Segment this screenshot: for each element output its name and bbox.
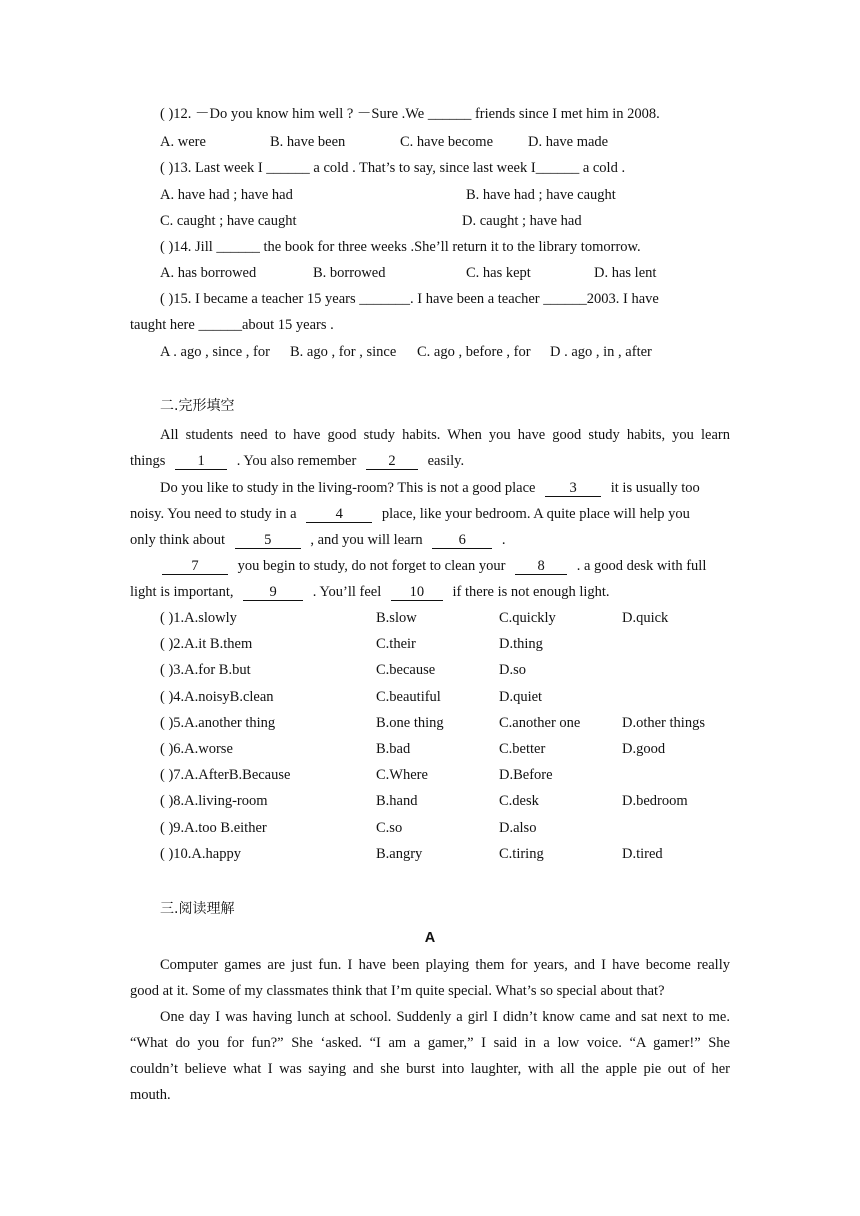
reading-section-label: A: [424, 930, 436, 946]
cloze-option-b: C.because: [376, 662, 436, 679]
cloze-blank-5: 5: [235, 533, 301, 549]
cloze-text: light is important,: [130, 584, 234, 600]
cloze-text: , and you will learn: [310, 532, 423, 548]
question-15-stem-line2: taught here ______about 15 years .: [130, 317, 334, 333]
cloze-text: . You’ll feel: [312, 584, 382, 600]
q13-option-b: B. have had ; have caught: [466, 187, 616, 203]
reading-line-2: good at it. Some of my classmates think that I’m quite special. What’s so special about that?: [130, 983, 665, 999]
cloze-option-c: D.thing: [499, 636, 543, 653]
cloze-option-d: D.bedroom: [622, 793, 688, 810]
reading-line-1: Computer games are just fun. I have been playing them for years, and I have become really: [160, 957, 730, 973]
cloze-option-b: B.bad: [376, 741, 411, 757]
cloze-question-9: ( )9.A.too B.either: [160, 819, 267, 836]
q12-option-b: B. have been: [270, 134, 346, 150]
cloze-text: . a good desk with full: [576, 558, 707, 574]
cloze-question-7: ( )7.A.AfterB.Because: [160, 767, 291, 784]
q13-option-c: C. caught ; have caught: [160, 213, 297, 229]
cloze-option-d: D.quick: [622, 610, 669, 626]
cloze-p3-line1: [162, 556, 706, 576]
cloze-blank-9: 9: [243, 585, 303, 601]
q15-option-c: C. ago , before , for: [417, 344, 531, 360]
cloze-text: . You also remember: [236, 453, 357, 469]
cloze-p3-line2: [130, 582, 610, 602]
cloze-text: place, like your bedroom. A quite place will help you: [381, 506, 690, 522]
q12-option-d: D. have made: [528, 134, 609, 150]
cloze-question-2: ( )2.A.it B.them: [160, 636, 253, 653]
q13-option-a: A. have had ; have had: [160, 187, 293, 203]
cloze-text: only think about: [130, 532, 226, 548]
cloze-heading: 二.完形填空: [160, 398, 235, 414]
cloze-text: .: [501, 532, 506, 548]
cloze-p1-line1: All students need to have good study habits. When you have good study habits, you learn: [160, 427, 730, 443]
q15-option-b: B. ago , for , since: [290, 344, 397, 360]
q15-option-d: D . ago , in , after: [550, 344, 652, 360]
cloze-option-c: D.so: [499, 662, 526, 679]
cloze-blank-3: 3: [545, 481, 601, 497]
cloze-text: Do you like to study in the living-room? This is not a good place: [160, 480, 536, 496]
cloze-option-b: C.their: [376, 636, 416, 653]
cloze-option-c: C.another one: [499, 714, 581, 731]
cloze-option-d: D.good: [622, 741, 666, 757]
cloze-blank-7: 7: [162, 559, 228, 575]
q12-option-c: C. have become: [400, 134, 494, 150]
cloze-option-c: D.quiet: [499, 688, 543, 705]
cloze-blank-4: 4: [306, 507, 372, 523]
cloze-text: if there is not enough light.: [452, 584, 610, 600]
cloze-option-d: D.other things: [622, 714, 705, 731]
cloze-option-c: C.better: [499, 741, 546, 757]
cloze-question-1: ( )1.A.slowly: [160, 610, 237, 626]
cloze-blank-1: 1: [175, 454, 227, 470]
cloze-option-c: D.also: [499, 819, 537, 836]
question-14-stem: ( )14. Jill ______ the book for three weeks .She’ll return it to the library tomorrow.: [160, 239, 641, 255]
cloze-option-d: D.tired: [622, 845, 663, 862]
cloze-option-b: B.one thing: [376, 714, 444, 731]
q15-option-a: A . ago , since , for: [160, 344, 270, 360]
cloze-question-5: ( )5.A.another thing: [160, 714, 276, 731]
reading-line-6: mouth.: [130, 1087, 171, 1103]
cloze-question-6: ( )6.A.worse: [160, 741, 233, 757]
cloze-option-b: B.angry: [376, 845, 423, 862]
cloze-option-c: D.Before: [499, 767, 553, 784]
cloze-option-c: C.quickly: [499, 610, 556, 626]
q14-option-b: B. borrowed: [313, 265, 386, 281]
reading-line-4: “What do you for fun?” She ‘asked. “I am a gamer,” I said in a low voice. “A gamer!” She: [130, 1035, 730, 1051]
cloze-option-b: C.beautiful: [376, 688, 441, 705]
cloze-text: it is usually too: [610, 480, 700, 496]
cloze-question-10: ( )10.A.happy: [160, 845, 241, 862]
q12-option-a: A. were: [160, 134, 206, 150]
cloze-option-b: C.so: [376, 819, 403, 836]
question-15-stem-line1: ( )15. I became a teacher 15 years _______. I have been a teacher ______2003. I have: [160, 291, 659, 307]
cloze-text: easily.: [427, 453, 465, 469]
cloze-option-c: C.desk: [499, 793, 539, 810]
q14-option-a: A. has borrowed: [160, 265, 257, 281]
reading-line-5: couldn’t believe what I was saying and she burst into laughter, with all the apple pie out of her: [130, 1061, 730, 1077]
q13-option-d: D. caught ; have had: [462, 213, 582, 229]
cloze-text: noisy. You need to study in a: [130, 506, 297, 522]
cloze-option-b: C.Where: [376, 767, 428, 784]
cloze-blank-10: 10: [391, 585, 443, 601]
cloze-p2-line3: [130, 530, 506, 550]
cloze-question-4: ( )4.A.noisyB.clean: [160, 688, 274, 705]
cloze-option-b: B.slow: [376, 610, 417, 626]
cloze-blank-2: 2: [366, 454, 418, 470]
cloze-p2-line2: [130, 504, 730, 524]
question-13-stem: ( )13. Last week I ______ a cold . That’s to say, since last week I______ a cold .: [160, 160, 626, 176]
reading-heading: 三.阅读理解: [160, 901, 235, 917]
q14-option-c: C. has kept: [466, 265, 531, 281]
cloze-p1-line2: [130, 451, 464, 471]
cloze-option-c: C.tiring: [499, 845, 544, 862]
cloze-question-8: ( )8.A.living-room: [160, 793, 268, 810]
cloze-blank-6: 6: [432, 533, 492, 549]
reading-line-3: One day I was having lunch at school. Suddenly a girl I didn’t know came and sat next to me.: [160, 1009, 730, 1025]
question-12-stem: ( )12. －Do you know him well ? －Sure .We ______ friends since I met him in 2008.: [160, 106, 660, 122]
cloze-text: things: [130, 453, 166, 469]
cloze-option-b: B.hand: [376, 793, 418, 810]
q14-option-d: D. has lent: [594, 265, 657, 281]
cloze-p2-line1: [160, 478, 730, 498]
cloze-text: you begin to study, do not forget to clean your: [237, 558, 506, 574]
cloze-blank-8: 8: [515, 559, 567, 575]
cloze-question-3: ( )3.A.for B.but: [160, 662, 251, 679]
